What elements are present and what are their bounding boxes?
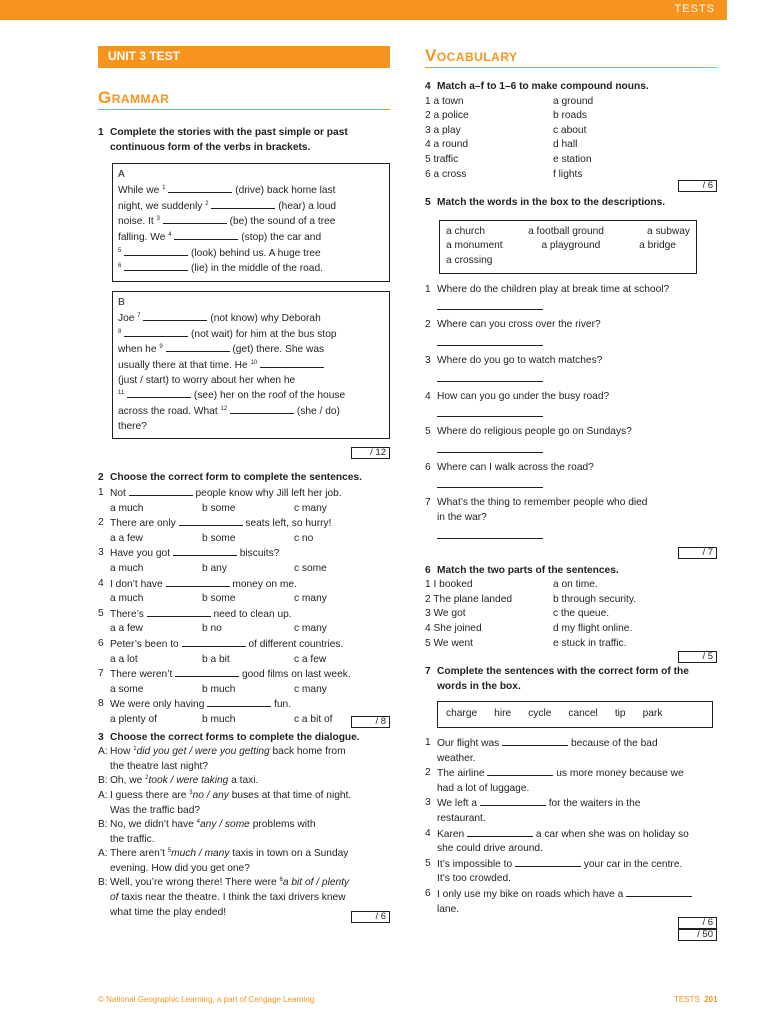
q4-right: f lights (553, 168, 583, 180)
option: a a few (110, 623, 143, 635)
q6-score: / 5 (425, 651, 717, 663)
q6-left: 4 She joined (425, 622, 482, 634)
option: b some (202, 532, 236, 544)
q2-heading: 2 Choose the correct form to complete the sentences. (98, 472, 362, 484)
q4-right: d hall (553, 139, 578, 151)
option: a plenty of (110, 713, 158, 725)
total-score: / 50 (425, 929, 717, 941)
q2-options (98, 532, 390, 547)
q6-left: 5 We went (425, 637, 473, 649)
header-bar (0, 0, 727, 20)
option: b a bit (202, 653, 230, 665)
answer-blank[interactable] (173, 546, 237, 556)
q5-heading: 5 Match the words in the box to the descriptions. (425, 197, 666, 209)
answer-line[interactable] (437, 297, 543, 310)
option: c no (294, 532, 314, 544)
q4-left: 1 a town (425, 95, 464, 107)
q7-item: 4 Karen a car when she was on holiday so (425, 827, 689, 840)
q6-right: e stuck in traffic. (553, 637, 627, 649)
q2-options (98, 713, 390, 728)
q5-item: 5 Where do religious people go on Sundays? (425, 426, 632, 438)
footer-page: TESTS 201 (674, 995, 718, 1004)
q5-score: / 7 (425, 547, 717, 559)
q3-dialogue: A: How $^1$did you get / were you getting back home from the theatre last night? B: Oh, we $^2$took / were taking a taxi. A: I guess there are $^3$no / any buses at that time of night. Was the traffic bad? B: No, we didn’t have $^4$any / some problems with the traffic. A: There aren’t $^5$much / many taxis in town on a Sunday evening. How did you get one? B: Well, you’re wrong there! There were $^6$a bit of / plenty of taxis near the theatre. I think the taxi drivers knew what time the play ended! (98, 746, 352, 918)
q4-left: 3 a play (425, 124, 461, 136)
answer-blank[interactable] (179, 516, 243, 526)
q2-options (98, 653, 390, 668)
option: a some (110, 683, 144, 695)
word-tip: tip (614, 708, 626, 720)
option: b any (202, 563, 227, 574)
q2-options (98, 592, 390, 607)
q5-item: 7 What’s the thing to remember people who died (425, 497, 648, 509)
option: c some (294, 563, 327, 574)
q2-options (98, 502, 390, 517)
option: c many (294, 593, 327, 605)
grammar-title: Grammar (98, 88, 390, 110)
q7-item: 5 It’s impossible to your car in the centre. (425, 857, 683, 870)
answer-blank[interactable] (147, 607, 211, 617)
word-park: park (642, 708, 663, 720)
word-charge: charge (446, 708, 478, 720)
answer-line[interactable] (437, 333, 543, 346)
answer-blank[interactable] (129, 486, 193, 496)
option: b much (202, 683, 236, 695)
q4-right: a ground (553, 95, 594, 107)
answer-blank[interactable] (515, 857, 581, 867)
q2-options (98, 683, 390, 698)
q5-item: 2 Where can you cross over the river? (425, 319, 601, 331)
option: a much (110, 593, 144, 605)
q4-match (425, 95, 717, 183)
answer-line[interactable] (437, 526, 543, 539)
answer-line[interactable] (437, 440, 543, 453)
option: a a few (110, 532, 143, 544)
q7-word-box (437, 701, 713, 728)
option: a much (110, 502, 144, 514)
option: c many (294, 502, 327, 514)
answer-blank[interactable] (166, 577, 230, 587)
answer-blank[interactable] (480, 796, 546, 806)
answer-blank[interactable] (502, 736, 568, 746)
q2-score: / 8 (98, 716, 390, 728)
q2-item: 3 Have you got biscuits? (98, 547, 280, 560)
answer-blank[interactable] (487, 766, 553, 776)
word-hire: hire (494, 708, 512, 720)
option: b some (202, 502, 236, 514)
option: b no (202, 623, 222, 635)
answer-line[interactable] (437, 404, 543, 417)
q4-score: / 6 (425, 180, 717, 192)
q7-heading: 7 Complete the sentences with the correct form of the words in the box. (425, 666, 689, 692)
q7-list: 1 Our flight was because of the bad weather. 2 The airline us more money because we had a lot of luggage. 3 We left a for the waiters in the restaurant. 4 Karen a car when she was on holiday so she could drive around. 5 It’s impossible to your car in the centre. It’s too crowded. 6 I only use my bike on roads which have a lane. (425, 736, 717, 917)
q6-heading: 6 Match the two parts of the sentences. (425, 564, 619, 576)
option: b some (202, 593, 236, 605)
answer-line[interactable] (437, 369, 543, 382)
answer-blank[interactable] (175, 667, 239, 677)
q2-item: 1 Not people know why Jill left her job. (98, 487, 342, 500)
copyright: © National Geographic Learning, a part of Cengage Learning (98, 995, 315, 1004)
answer-blank[interactable] (626, 887, 692, 897)
q4-right: e station (553, 153, 592, 165)
q5-word-box: a church a football ground a subway a monument a playground a bridge a crossing (439, 220, 697, 274)
q6-left: 3 We got (425, 608, 466, 620)
q4-left: 5 traffic (425, 153, 459, 165)
q3-heading: 3 Choose the correct forms to complete the dialogue. (98, 731, 360, 743)
q7-item: 1 Our flight was because of the bad (425, 737, 658, 750)
story-box-a: A While we $^1$ (drive) back home last night, we suddenly $^2$ (hear) a loud noise. It $^3$ (be) the sound of a tree falling. We $^4$ (stop) the car and $^5$ (look) behind us. A huge tree $^6$ (lie) in the middle of the road. (112, 163, 390, 282)
option: c many (294, 683, 327, 695)
q7-score: / 6 (425, 917, 717, 929)
option: c a bit of (294, 713, 333, 725)
q6-right: b through security. (553, 593, 637, 605)
q2-item: 4 I don’t have money on me. (98, 577, 297, 590)
q7-item: 2 The airline us more money because we (425, 767, 684, 780)
q6-left: 2 The plane landed (425, 593, 513, 605)
answer-blank[interactable] (467, 827, 533, 837)
right-column (425, 46, 717, 941)
q4-right: c about (553, 124, 587, 136)
answer-blank[interactable] (207, 697, 271, 707)
option: a much (110, 563, 144, 574)
story-box-b: B Joe $^7$ (not know) why Deborah $^8$ (not wait) for him at the bus stop when he $^9$ (get) there. She was usually there at that time. He $^{10}$ (just / start) to worry about her when he $^{11}$ (see) her on the roof of the house across the road. What $^{12}$ (she / do) there? (112, 291, 390, 439)
q1-score: / 12 (98, 447, 390, 459)
q6-right: d my flight online. (553, 622, 633, 634)
q2-item: 6 Peter’s been to of different countries. (98, 637, 344, 650)
q5-list: 1 Where do the children play at break time at school? 2 Where can you cross over the river? 3 Where do you go to watch matches? 4 How can you go under the busy road? 5 Where do religious people go on Sundays? 6 Where can I walk across the road? 7 What’s the thing to remember people who died in the war? (425, 283, 717, 539)
q2-options (98, 622, 390, 637)
q5-item: 6 Where can I walk across the road? (425, 461, 594, 473)
word-cancel: cancel (568, 708, 598, 720)
vocabulary-title: Vocabulary (425, 46, 717, 68)
q4-left: 2 a police (425, 110, 469, 122)
q1-heading: 1 Complete the stories with the past simple or past continuous form of the verbs in brackets. (98, 127, 348, 153)
q3-score: / 6 (98, 911, 390, 923)
q2-item: 7 There weren’t good films on last week. (98, 668, 351, 681)
q6-right: c the queue. (553, 608, 610, 620)
left-column (98, 46, 390, 923)
answer-line[interactable] (437, 475, 543, 488)
option: b much (202, 713, 236, 725)
option: c many (294, 623, 327, 635)
q2-item: 2 There are only seats left, so hurry! (98, 517, 332, 530)
q2-item: 5 There’s need to clean up. (98, 607, 292, 620)
unit-title: UNIT 3 TEST (98, 46, 390, 68)
answer-blank[interactable] (182, 637, 246, 647)
q2-options (98, 562, 390, 577)
q6-right: a on time. (553, 579, 598, 591)
q4-heading: 4 Match a–f to 1–6 to make compound nouns. (425, 81, 649, 92)
option: a a lot (110, 653, 138, 665)
q2-list (98, 486, 390, 728)
q4-left: 4 a round (425, 139, 469, 151)
q7-item: 3 We left a for the waiters in the (425, 797, 641, 810)
q4-left: 6 a cross (425, 168, 467, 180)
q2-item: 8 We were only having fun. (98, 698, 292, 711)
word-cycle: cycle (528, 708, 552, 720)
q5-item: 1 Where do the children play at break time at school? (425, 283, 670, 295)
q6-left: 1 I booked (425, 579, 473, 591)
q6-match (425, 578, 717, 651)
q4-right: b roads (553, 110, 587, 122)
header-label: TESTS (674, 3, 715, 15)
q5-item: 4 How can you go under the busy road? (425, 390, 610, 402)
q5-item: 3 Where do you go to watch matches? (425, 355, 603, 367)
option: c a few (294, 653, 327, 665)
q7-item: 6 I only use my bike on roads which have a (425, 887, 717, 903)
